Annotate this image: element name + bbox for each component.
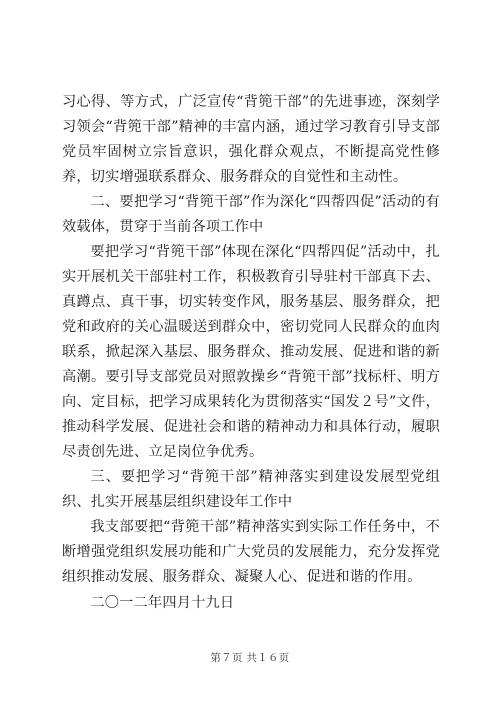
paragraph-2: 要把学习“背篼干部”体现在深化“四帮四促”活动中，扎实开展机关干部驻村工作，积极教育引导驻村干部真下去、真蹲点、真干事，切实转变作风，服务基层、服务群众，把党和政府的关心温暖送到群众中，密切党同人民群众的血肉联系，掀起深入基层、服务群众、推动发展、促进和谐的新高潮。要引导支部党员对照敦操乡“背篼干部”找标杆、明方向、定目标，把学习成果转化为贯彻落实“国发２号”文件，推动科学发展、促进社会和谐的精神动力和具体行动，履职尽责创先进、立足岗位争优秀。: [62, 244, 440, 460]
paragraph-1: 习心得、等方式，广泛宣传“背篼干部”的先进事迹，深刻学习领会“背篼干部”精神的丰富内涵，通过学习教育引导支部党员牢固树立宗旨意识，强化群众观点，不断提高党性修养，切实增强联系群众、服务群众的自觉性和主动性。: [62, 94, 440, 185]
document-date: 二〇一二年四月十九日: [90, 595, 235, 611]
page-footer: 第７页 共１６页: [210, 652, 290, 664]
paragraph-3: 我支部要把“背篼干部”精神落实到实际工作任务中，不断增强党组织发展功能和广大党员的发展能力，充分发挥党组织推动发展、服务群众、凝聚人心、促进和谐的作用。: [62, 519, 440, 585]
document-body: [62, 90, 440, 616]
section-heading-2: 二、要把学习“背篼干部”作为深化“四帮四促”活动的有效载体，贯穿于当前各项工作中: [62, 194, 440, 235]
section-heading-3: 三、要把学习“背篼干部”精神落实到建设发展型党组织、扎实开展基层组织建设年工作中: [62, 469, 440, 510]
